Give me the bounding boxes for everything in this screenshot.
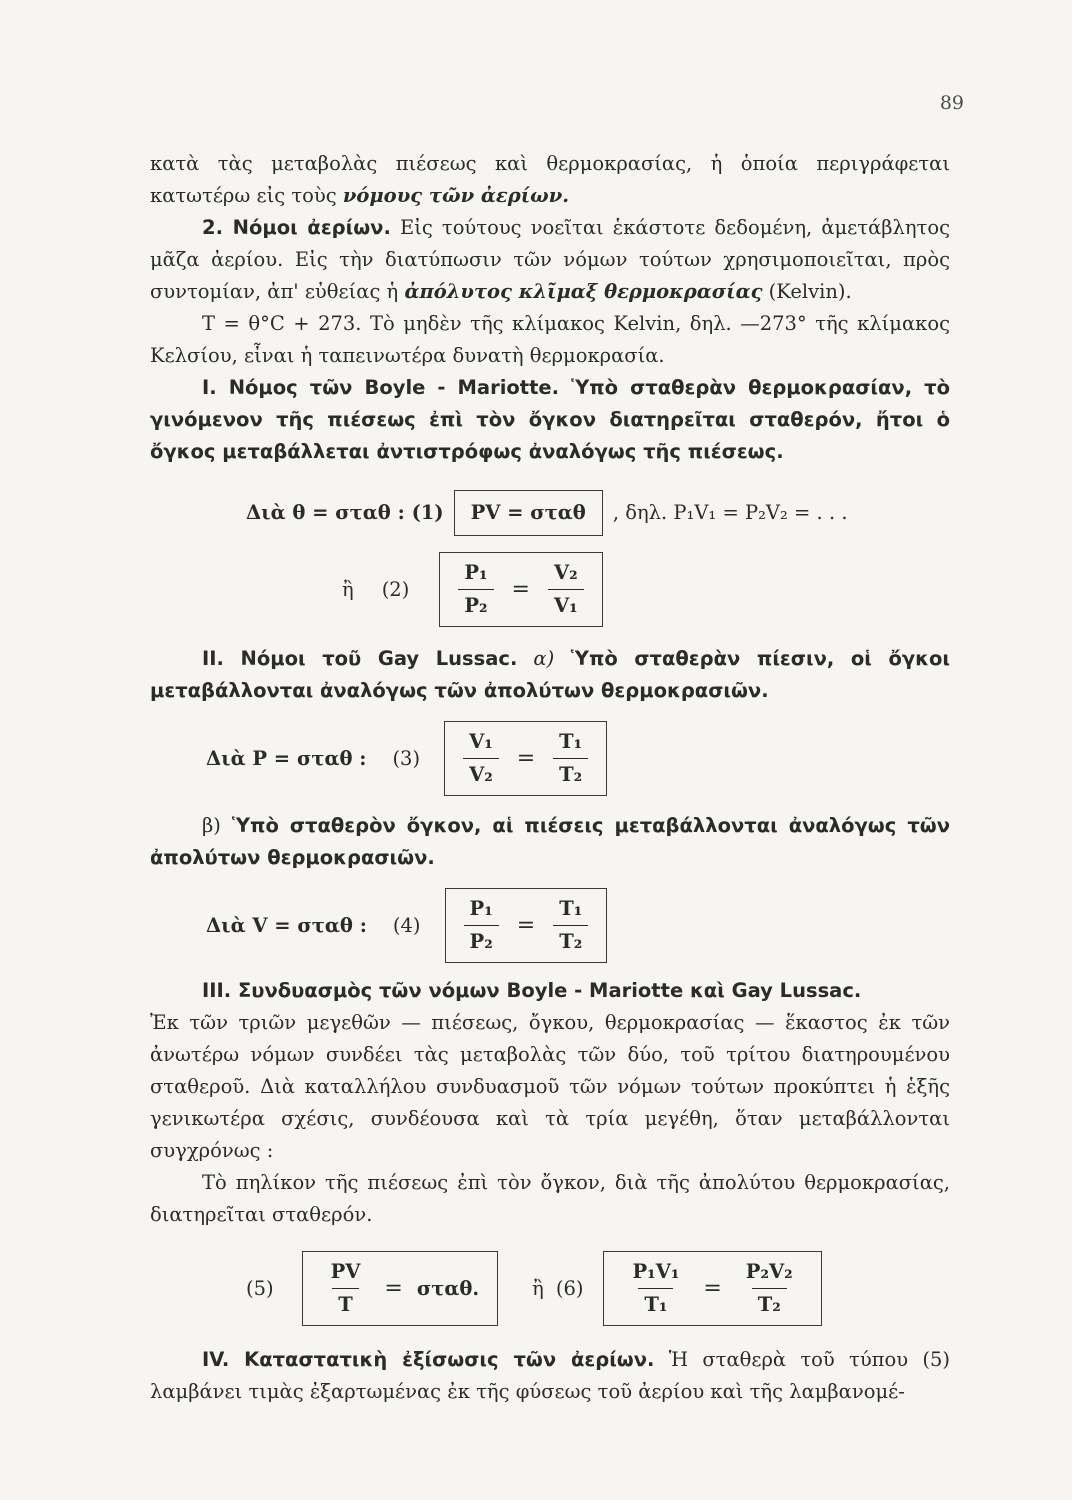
law-2-a-marker: α) bbox=[517, 647, 555, 670]
section-4-heading: IV. Καταστατικὴ ἐξίσωσις τῶν ἀερίων. bbox=[202, 1348, 655, 1371]
law-1-statement: Ὑπὸ σταθερὰν θερμοκρασίαν, τὸ γινόμενον τῆς πιέσεως ἐπὶ τὸν ὄγκον διατηρεῖται σταθερόν, ἤτοι ὁ ὄγκος μεταβάλλεται ἀντιστρόφως ἀναλόγως τῆς πιέσεως. bbox=[150, 376, 950, 463]
section-2-text: Εἰς τούτους νοεῖται ἑκάστοτε δεδομένη, ἀμετάβλητος μᾶζα ἀερίου. Εἰς τὴν διατύπωσιν τῶν νόμων τούτων χρησιμοποιεῖται, πρὸς συντομίαν, ἀπ' εὐθείας ἡ bbox=[150, 216, 951, 303]
law-3-text: Ἐκ τῶν τριῶν μεγεθῶν — πιέσεως, ὄγκου, θερμοκρασίας — ἕκαστος ἐκ τῶν ἀνωτέρω νόμων συνδέει τὰς μεταβολὰς τῶν δύο, τοῦ τρίτου διατηρουμένου σταθεροῦ. Διὰ καταλλήλου συνδυασμοῦ τῶν νόμων τούτων προκύπτει ἡ ἑξῆς γενικωτέρα σχέσις, συνδέουσα καὶ τὰ τρία μεγέθη, ὅταν μεταβάλλονται συγχρόνως : bbox=[150, 1011, 950, 1162]
law-2-heading: II. Νόμοι τοῦ Gay Lussac. bbox=[202, 647, 518, 670]
equation-6-right-fraction bbox=[740, 1256, 799, 1321]
equation-3-right-denominator: T₂ bbox=[553, 758, 588, 791]
equation-4-label: (4) bbox=[392, 913, 421, 937]
law-3-text-2: Τὸ πηλίκον τῆς πιέσεως ἐπὶ τὸν ὄγκον, διὰ τῆς ἀπολύτου θερμοκρασίας, διατηρεῖται σταθερόν. bbox=[150, 1171, 950, 1226]
section-4-paragraph bbox=[150, 1344, 950, 1408]
law-1-heading: I. Νόμος τῶν Boyle - Mariotte. bbox=[202, 376, 560, 399]
equals-sign: = bbox=[511, 576, 530, 602]
equation-1-row bbox=[246, 490, 950, 536]
equation-3-prefix: Διὰ P = σταθ : bbox=[206, 746, 367, 770]
equation-3-right-numerator: T₁ bbox=[559, 730, 583, 753]
equation-4-left-fraction bbox=[464, 893, 499, 958]
equation-2-left-numerator: P₁ bbox=[464, 561, 488, 584]
equation-4-row bbox=[206, 888, 950, 963]
intro-paragraph bbox=[150, 148, 950, 212]
intro-text: κατὰ τὰς μεταβολὰς πιέσεως καὶ θερμοκρασίας, ἡ ὁποία περιγράφεται κατωτέρω εἰς τοὺς bbox=[150, 152, 950, 207]
equation-5-fraction bbox=[325, 1256, 367, 1321]
law-2-a-statement: Ὑπὸ σταθερὰν πίεσιν, οἱ ὄγκοι μεταβάλλονται ἀναλόγως τῶν ἀπολύτων θερμοκρασιῶν. bbox=[150, 647, 951, 702]
page-number: 89 bbox=[939, 92, 964, 114]
equation-3-left-numerator: V₁ bbox=[469, 730, 493, 753]
equation-6-left-denominator: T₁ bbox=[638, 1288, 673, 1321]
equation-5-numerator: PV bbox=[330, 1260, 361, 1283]
equation-6-label: (6) bbox=[555, 1276, 584, 1300]
equation-4-prefix: Διὰ V = σταθ : bbox=[206, 913, 367, 937]
equation-2-left-fraction bbox=[458, 557, 493, 622]
equation-4-right-denominator: T₂ bbox=[553, 925, 588, 958]
equation-6-box bbox=[603, 1251, 821, 1326]
equation-1-box: PV = σταθ bbox=[454, 490, 603, 536]
equation-4-right-fraction bbox=[553, 893, 588, 958]
equation-5-6-row bbox=[246, 1251, 950, 1326]
equation-6-prefix: ἢ bbox=[532, 1276, 544, 1300]
equation-2-right-denominator: V₁ bbox=[548, 589, 584, 622]
law-3-heading: III. Συνδυασμὸς τῶν νόμων Boyle - Mariotte καὶ Gay Lussac. bbox=[202, 979, 862, 1002]
equation-2-right-fraction bbox=[548, 557, 584, 622]
equation-6-right-denominator: T₂ bbox=[752, 1288, 787, 1321]
equation-2-label: (2) bbox=[381, 577, 410, 601]
equation-4-right-numerator: T₁ bbox=[559, 897, 583, 920]
equation-4-left-denominator: P₂ bbox=[464, 925, 499, 958]
equation-2-right-numerator: V₂ bbox=[553, 561, 578, 584]
equation-2-box bbox=[439, 552, 602, 627]
equation-5-denominator: T bbox=[332, 1288, 359, 1321]
equals-sign: = bbox=[516, 745, 536, 771]
section-4-text: Ἡ σταθερὰ τοῦ τύπου (5) λαμβάνει τιμὰς ἐξαρτωμένας ἐκ τῆς φύσεως τοῦ ἀερίου καὶ τῆς λαμβανομέ- bbox=[150, 1348, 950, 1403]
equation-4-box bbox=[445, 888, 608, 963]
section-2-paragraph bbox=[150, 212, 950, 308]
equation-1-suffix: , δηλ. P₁V₁ = P₂V₂ = . . . bbox=[612, 501, 848, 524]
equation-3-row bbox=[206, 721, 950, 796]
section-2-heading: 2. Νόμοι ἀερίων. bbox=[202, 216, 391, 239]
equals-sign: = bbox=[703, 1275, 722, 1301]
equation-6-right-numerator: P₂V₂ bbox=[745, 1260, 793, 1283]
law-1-paragraph bbox=[150, 372, 950, 468]
equation-3-box bbox=[444, 721, 607, 796]
equation-2-row bbox=[342, 552, 950, 627]
equation-2-left-denominator: P₂ bbox=[458, 589, 493, 622]
law-3-heading-paragraph bbox=[150, 975, 950, 1007]
equation-1-prefix: Διὰ θ = σταθ : (1) bbox=[246, 501, 444, 524]
equals-sign: = bbox=[384, 1275, 403, 1301]
equation-6-left-numerator: P₁V₁ bbox=[632, 1260, 680, 1283]
equation-3-left-fraction bbox=[463, 726, 499, 791]
equation-3-right-fraction bbox=[553, 726, 588, 791]
equals-sign: = bbox=[516, 912, 536, 938]
equation-3-left-denominator: V₂ bbox=[463, 758, 499, 791]
law-2-b-statement: Ὑπὸ σταθερὸν ὄγκον, αἱ πιέσεις μεταβάλλονται ἀναλόγως τῶν ἀπολύτων θερμοκρασιῶν. bbox=[150, 814, 950, 869]
law-2-b-marker: β) bbox=[202, 814, 221, 837]
equation-2-prefix: ἢ bbox=[342, 577, 354, 601]
equation-5-box bbox=[302, 1251, 499, 1326]
page-body bbox=[150, 148, 950, 1408]
equation-5-rhs: σταθ. bbox=[416, 1276, 480, 1300]
intro-emphasis: νόμους τῶν ἀερίων. bbox=[342, 184, 570, 207]
law-2-paragraph bbox=[150, 643, 950, 707]
equation-3-label: (3) bbox=[392, 746, 421, 770]
equation-6-left-fraction bbox=[626, 1256, 685, 1321]
law-2-b-paragraph bbox=[150, 810, 950, 874]
section-2-text-end: (Kelvin). bbox=[762, 280, 852, 303]
equation-4-left-numerator: P₁ bbox=[469, 897, 493, 920]
equation-5-label: (5) bbox=[246, 1276, 274, 1300]
kelvin-paragraph: T = θ°C + 273. Τὸ μηδὲν τῆς κλίμακος Kelvin, δηλ. —273° τῆς κλίμακος Κελσίου, εἶναι ἡ ταπεινωτέρα δυνατὴ θερμοκρασία. bbox=[150, 312, 950, 367]
absolute-scale-term: ἀπόλυτος κλῖμαξ θερμοκρασίας bbox=[404, 280, 763, 303]
